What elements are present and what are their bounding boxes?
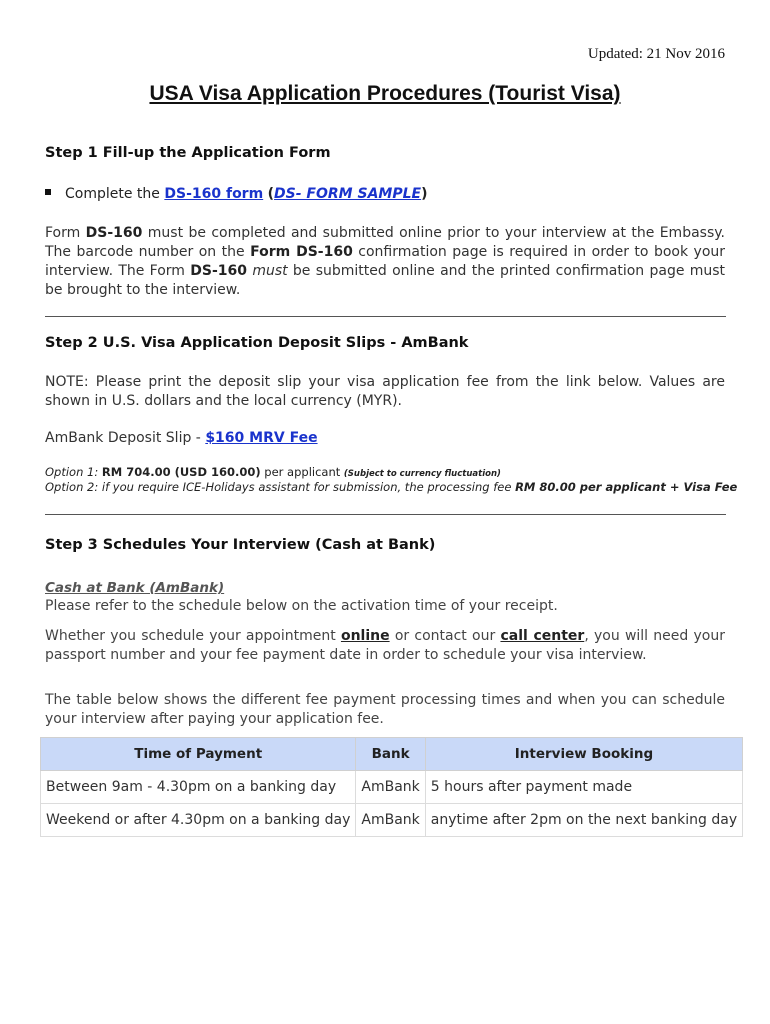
text: Form — [45, 225, 81, 241]
cash-at-bank-subheading: Cash at Bank (AmBank) — [45, 580, 225, 596]
table-cell: 5 hours after payment made — [425, 771, 742, 804]
table-cell: AmBank — [356, 771, 425, 804]
text: must be completed and submitted online prior to your interview at the Embassy. The barcode number on the — [45, 225, 725, 260]
step1-paragraph — [45, 224, 725, 300]
option2-text: Option 2: if you require ICE-Holidays assistant for submission, the processing fee — [45, 480, 512, 494]
divider — [45, 316, 726, 317]
table-cell: Between 9am - 4.30pm on a banking day — [41, 771, 356, 804]
must-italic: must — [252, 263, 288, 279]
table-row — [41, 804, 743, 837]
divider — [45, 514, 726, 515]
table-cell: AmBank — [356, 804, 425, 837]
call-center-link[interactable]: call center — [500, 628, 585, 644]
option2 — [45, 480, 737, 494]
refer-text: Please refer to the schedule below on the activation time of your receipt. — [45, 598, 558, 614]
close-paren: ) — [421, 186, 428, 202]
option2-amount: RM 80.00 per applicant + Visa Fee — [515, 480, 738, 494]
ds160-bold: DS-160 — [85, 225, 143, 241]
column-header: Interview Booking — [425, 738, 742, 771]
bullet-square-icon — [45, 189, 51, 195]
open-paren: ( — [267, 186, 275, 202]
table-row — [41, 771, 743, 804]
option1-amount: RM 704.00 (USD 160.00) — [101, 465, 261, 479]
option1-text: per applicant — [264, 465, 341, 479]
step2-heading — [45, 335, 468, 351]
table-header-row — [41, 738, 743, 771]
form-ds160-bold: Form DS-160 — [250, 244, 353, 260]
step1-bullet — [45, 186, 428, 202]
step1-heading: Step 1 Fill-up the Application Form — [45, 145, 331, 161]
bullet-prefix: Complete the — [65, 186, 160, 202]
table-cell: Weekend or after 4.30pm on a banking day — [41, 804, 356, 837]
table-intro: The table below shows the different fee payment processing times and when you can schedule your interview after paying your application fee. — [45, 692, 725, 727]
schedule-paragraph — [45, 627, 725, 665]
column-header: Bank — [356, 738, 425, 771]
online-link[interactable]: online — [340, 628, 390, 644]
step2-title: U.S. Visa Application Deposit Slips - AmBank — [102, 335, 469, 351]
ds160-bold: DS-160 — [190, 263, 247, 279]
table-cell: anytime after 2pm on the next banking day — [425, 804, 742, 837]
text: , you will need your passport number and your fee payment date in order to schedule your visa interview. — [45, 628, 725, 663]
step2-number: Step 2 — [45, 335, 98, 351]
mrv-fee-link[interactable]: $160 MRV Fee — [205, 430, 318, 446]
fee-schedule-table — [40, 737, 743, 837]
deposit-slip-label: AmBank Deposit Slip - — [45, 430, 201, 446]
text: confirmation page is required in order to book your interview. The Form — [45, 244, 726, 279]
text: be submitted online and the printed confirmation page must be brought to the interview. — [45, 263, 726, 298]
text: Whether you schedule your appointment — [45, 628, 336, 644]
step3-heading: Step 3 Schedules Your Interview (Cash at Bank) — [45, 537, 436, 553]
deposit-slip-line — [45, 429, 725, 448]
page-title: USA Visa Application Procedures (Tourist Visa) — [149, 82, 621, 105]
ds160-form-link[interactable]: DS-160 form — [164, 186, 264, 202]
option1-label: Option 1: — [45, 465, 99, 479]
option1 — [45, 465, 501, 479]
option1-note: (Subject to currency fluctuation) — [343, 469, 501, 479]
step2-note: NOTE: Please print the deposit slip your visa application fee from the link below. Values are shown in U.S. dollars and the local currency (MYR). — [45, 374, 725, 409]
text: or contact our — [394, 628, 496, 644]
updated-date: Updated: 21 Nov 2016 — [587, 46, 725, 62]
ds-form-sample-link[interactable]: DS- FORM SAMPLE — [274, 186, 422, 202]
column-header: Time of Payment — [41, 738, 356, 771]
